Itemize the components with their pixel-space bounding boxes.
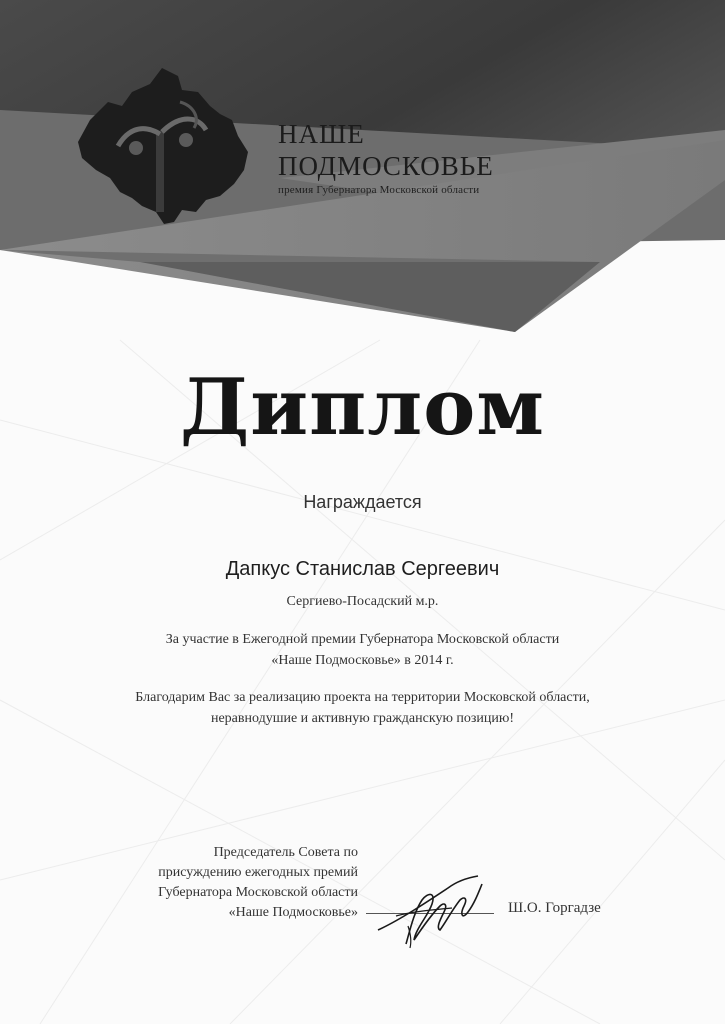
participation-text: [0, 629, 725, 671]
signer-position-line2: присуждению ежегодных премий: [158, 865, 358, 880]
recipient-district: Сергиево-Посадский м.р.: [286, 594, 439, 609]
brand-title-line2: ПОДМОСКОВЬЕ: [278, 151, 494, 181]
handwritten-signature-icon: [370, 870, 490, 952]
signer-position: [98, 843, 358, 923]
signer-position-line4: «Наше Подмосковье»: [228, 905, 358, 920]
thanks-text: [0, 687, 725, 729]
moscow-region-map-tree-icon: [70, 62, 255, 234]
recipient-name: Дапкус Станислав Сергеевич: [225, 558, 500, 580]
signer-position-line1: Председатель Совета по: [213, 845, 358, 860]
thanks-line2: неравнодушие и активную гражданскую позицию!: [210, 711, 515, 726]
awarded-label: Награждается: [303, 492, 422, 512]
signer-name: Ш.О. Горгадзе: [508, 900, 601, 916]
signer-position-line3: Губернатора Московской области: [158, 885, 358, 900]
brand-subtitle: премия Губернатора Московской области: [278, 184, 480, 196]
brand-title-line1: НАШЕ: [278, 119, 365, 149]
participation-line1: За участие в Ежегодной премии Губернатора Московской области: [165, 632, 560, 647]
participation-line2: «Наше Подмосковье» в 2014 г.: [271, 653, 454, 668]
thanks-line1: Благодарим Вас за реализацию проекта на территории Московской области,: [135, 690, 590, 705]
brand-block: [278, 120, 608, 196]
diploma-title: Диплом: [179, 362, 546, 453]
